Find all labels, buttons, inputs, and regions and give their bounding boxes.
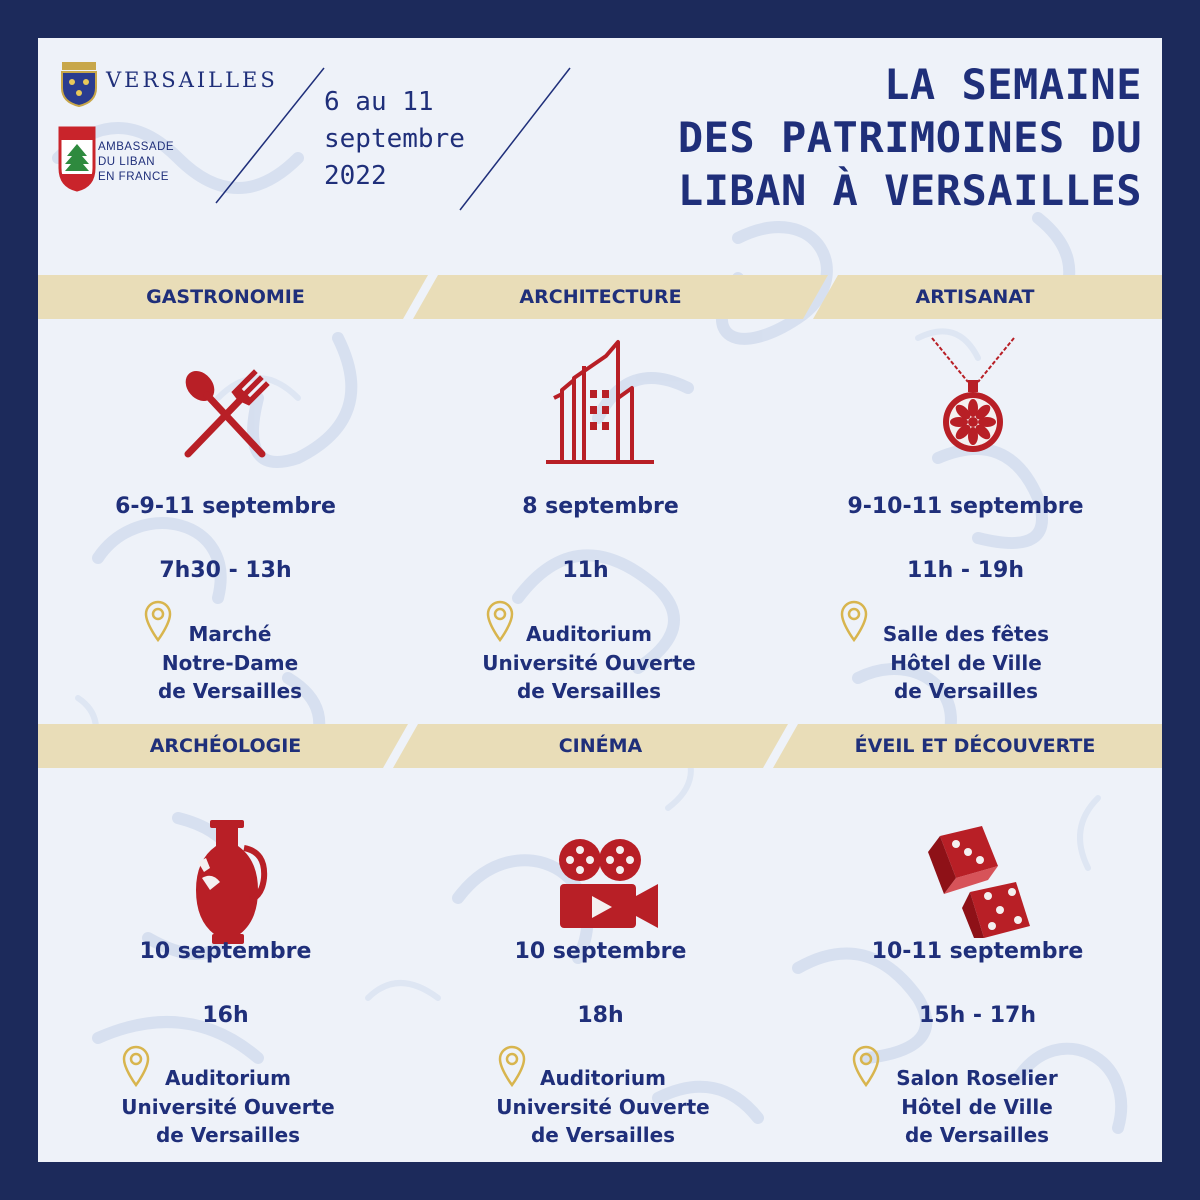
event-date: 6-9-11 septembre xyxy=(115,494,336,519)
event-location xyxy=(485,1064,721,1150)
event-dates xyxy=(324,84,465,195)
event-time: 18h xyxy=(577,1003,624,1028)
location-line: de Versailles xyxy=(155,1123,301,1147)
location-line: Auditorium xyxy=(165,1066,291,1090)
location-line: de Versailles xyxy=(157,679,303,703)
location-line: Notre-Dame xyxy=(161,650,299,675)
title-line: DES PATRIMOINES DU xyxy=(677,113,1142,162)
category-band-row-1 xyxy=(38,275,1162,319)
event-date: 9-10-11 septembre xyxy=(847,494,1084,519)
event-location xyxy=(872,1064,1082,1150)
location-line: de Versailles xyxy=(516,679,662,703)
event-location xyxy=(474,620,704,706)
event-location xyxy=(110,1064,346,1150)
location-line: Auditorium xyxy=(526,622,652,646)
event-date: 10 septembre xyxy=(139,939,312,964)
location-line: Auditorium xyxy=(540,1066,666,1090)
embassy-line: DU LIBAN xyxy=(98,156,156,168)
event-time: 11h xyxy=(562,558,609,583)
event-location xyxy=(858,620,1074,706)
event-time: 16h xyxy=(202,1003,249,1028)
category-label: ARCHITECTURE xyxy=(519,286,682,308)
location-line: de Versailles xyxy=(530,1123,676,1147)
pendant-necklace-icon xyxy=(928,336,1018,456)
building-icon xyxy=(544,338,656,466)
location-line: Marché xyxy=(188,622,272,646)
film-camera-icon xyxy=(554,836,660,934)
category-label: GASTRONOMIE xyxy=(146,286,305,308)
location-line: Université Ouverte xyxy=(496,1094,710,1119)
poster-frame xyxy=(38,38,1162,1162)
event-date: 8 septembre xyxy=(522,494,679,519)
amphora-icon xyxy=(188,818,268,948)
location-line: de Versailles xyxy=(904,1123,1050,1147)
event-time: 15h - 17h xyxy=(918,1003,1036,1028)
embassy-line: EN FRANCE xyxy=(98,171,169,183)
location-line: Hôtel de Ville xyxy=(901,1094,1053,1119)
event-time: 11h - 19h xyxy=(906,558,1024,583)
category-band-row-2 xyxy=(38,724,1162,768)
title-line: LIBAN À VERSAILLES xyxy=(677,166,1142,215)
category-label: ARTISANAT xyxy=(915,286,1035,308)
title-line: LA SEMAINE xyxy=(884,60,1142,109)
category-label: ARCHÉOLOGIE xyxy=(149,735,302,757)
poster-title xyxy=(678,58,1142,217)
date-line: 2022 xyxy=(324,161,387,191)
category-label: CINÉMA xyxy=(558,735,643,757)
fork-spoon-icon xyxy=(180,368,270,460)
event-date: 10-11 septembre xyxy=(871,939,1084,964)
embassy-line: AMBASSADE xyxy=(98,141,175,153)
event-time: 7h30 - 13h xyxy=(159,558,292,583)
location-line: Salon Roselier xyxy=(896,1066,1058,1090)
location-line: de Versailles xyxy=(893,679,1039,703)
location-line: Université Ouverte xyxy=(121,1094,335,1119)
location-line: Université Ouverte xyxy=(482,650,696,675)
event-location xyxy=(130,620,330,706)
dice-icon xyxy=(926,822,1032,940)
category-label: ÉVEIL ET DÉCOUVERTE xyxy=(854,735,1096,757)
date-line: septembre xyxy=(324,124,465,154)
location-line: Hôtel de Ville xyxy=(890,650,1042,675)
location-line: Salle des fêtes xyxy=(882,622,1050,646)
date-line: 6 au 11 xyxy=(324,87,434,117)
event-date: 10 septembre xyxy=(514,939,687,964)
versailles-logo-text: VERSAILLES xyxy=(106,68,278,92)
